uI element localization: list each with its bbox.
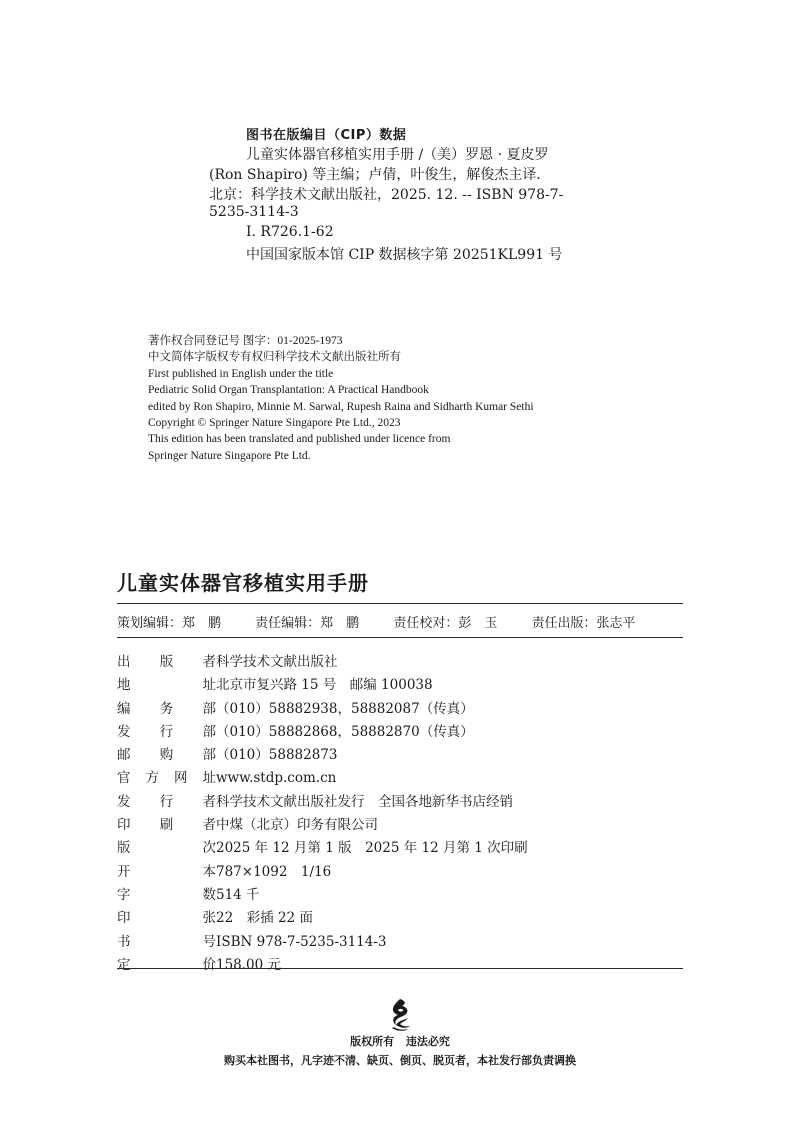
detail-row (117, 744, 528, 767)
detail-label-char: 印 (117, 817, 131, 834)
detail-label-char: 邮 (117, 747, 131, 764)
rights-reserved (0, 1033, 800, 1049)
detail-row (117, 861, 528, 884)
detail-label-char: 官 (117, 770, 131, 787)
detail-label (117, 721, 216, 744)
detail-label-char: 发 (117, 793, 131, 810)
detail-label (117, 698, 216, 721)
detail-label-char: 者 (202, 817, 216, 834)
publisher-logo-icon (386, 998, 414, 1032)
detail-label-char: 部 (202, 700, 216, 717)
detail-value: 514 千 (216, 886, 260, 903)
detail-label-char: 数 (202, 886, 216, 903)
editors-divider (117, 637, 683, 638)
detail-row (117, 954, 528, 977)
detail-value: 787×1092 1/16 (216, 863, 332, 880)
detail-row (117, 651, 528, 674)
cip-title: 图书在版编目（CIP）数据 (246, 128, 407, 143)
editors-row (117, 612, 635, 631)
copyright-line: First published in English under the title (148, 367, 334, 380)
detail-label-char: 印 (117, 910, 131, 927)
infringement-text: 违法必究 (405, 1035, 450, 1048)
book-title: 儿童实体器官移植实用手册 (117, 571, 369, 595)
detail-row (117, 721, 528, 744)
detail-label-char: 张 (202, 910, 216, 927)
detail-label-char: 定 (117, 956, 131, 973)
detail-label (117, 651, 216, 674)
planning-editor: 策划编辑：郑 鹏 (117, 616, 222, 631)
copyright-line: 著作权合同登记号 图字：01-2025-1973 (148, 335, 343, 347)
cip-line: 中国国家版本馆 CIP 数据核字第 20251KL991 号 (246, 247, 563, 263)
detail-label-char: 次 (202, 840, 216, 857)
replacement-notice: 购买本社图书，凡字迹不清、缺页、倒页、脱页者，本社发行部负责调换 (224, 1054, 576, 1067)
title-divider (117, 603, 683, 604)
copyright-line: Pediatric Solid Organ Transplantation: A Practical Handbook (148, 384, 429, 397)
detail-label (117, 907, 216, 930)
copyright-line: This edition has been translated and published under licence from (148, 433, 451, 446)
detail-value: （010）58882938，58882087（传真） (216, 700, 474, 717)
detail-label-char: 本 (202, 863, 216, 880)
detail-value: （010）58882873 (216, 747, 338, 764)
rights-text: 版权所有 (350, 1035, 395, 1048)
detail-label-char: 务 (159, 700, 174, 717)
detail-row (117, 791, 528, 814)
detail-value: www.stdp.com.cn (216, 770, 337, 787)
detail-label-char: 行 (159, 723, 174, 740)
detail-value: （010）58882868，58882870（传真） (216, 723, 474, 740)
cip-line: 儿童实体器官移植实用手册 /（美）罗恩 · 夏皮罗 (246, 147, 549, 163)
detail-label-char: 地 (117, 677, 131, 694)
detail-label (117, 861, 216, 884)
detail-row (117, 837, 528, 860)
detail-label-char: 书 (117, 933, 131, 950)
detail-row (117, 698, 528, 721)
detail-label-char: 版 (117, 840, 131, 857)
publication-details (117, 651, 528, 977)
detail-label (117, 931, 216, 954)
detail-label (117, 837, 216, 860)
copyright-notice (148, 333, 534, 464)
detail-label-char: 网 (174, 770, 188, 787)
detail-label (117, 884, 216, 907)
copyright-line: Springer Nature Singapore Pte Ltd. (148, 449, 311, 462)
detail-value: 22 彩插 22 面 (216, 910, 313, 927)
publishing-manager: 责任出版：张志平 (531, 616, 636, 631)
detail-value: ISBN 978-7-5235-3114-3 (216, 933, 387, 950)
detail-label (117, 791, 216, 814)
detail-label-char: 方 (145, 770, 159, 787)
detail-label (117, 954, 216, 977)
copyright-line: Copyright © Springer Nature Singapore Pte Ltd., 2023 (148, 417, 401, 430)
detail-label-char: 开 (117, 863, 131, 880)
details-divider (117, 968, 683, 969)
detail-row (117, 674, 528, 697)
detail-row (117, 931, 528, 954)
detail-row (117, 907, 528, 930)
detail-value: 科学技术文献出版社 (216, 654, 338, 670)
detail-label (117, 744, 216, 767)
detail-label-char: 字 (117, 886, 131, 903)
detail-value: 科学技术文献出版社发行 全国各地新华书店经销 (216, 793, 513, 810)
detail-row (117, 767, 528, 790)
proofreader: 责任校对：彭 玉 (393, 616, 498, 631)
detail-label-char: 址 (202, 770, 216, 787)
detail-value: 中煤（北京）印务有限公司 (216, 817, 378, 834)
detail-label-char: 编 (117, 700, 131, 717)
detail-label-char: 行 (159, 793, 174, 810)
detail-label-char: 号 (202, 933, 216, 950)
detail-label-char: 部 (202, 747, 216, 764)
detail-label (117, 674, 216, 697)
detail-value: 北京市复兴路 15 号 邮编 100038 (216, 677, 433, 694)
detail-label-char: 部 (202, 723, 216, 740)
cip-line: 北京：科学技术文献出版社，2025. 12. -- ISBN 978-7- (209, 187, 564, 203)
detail-label-char: 者 (202, 654, 216, 670)
detail-label (117, 814, 216, 837)
detail-value: 158.00 元 (216, 956, 282, 973)
copyright-line: 中文简体字版权专有权归科学技术文献出版社所有 (148, 351, 401, 364)
detail-label (117, 767, 216, 790)
detail-label-char: 出 (117, 654, 131, 670)
detail-label-char: 址 (202, 677, 216, 694)
detail-label-char: 购 (159, 747, 174, 764)
cip-line: 5235-3114-3 (209, 204, 299, 220)
cip-line: (Ron Shapiro) 等主编；卢倩，叶俊生，解俊杰主译. (209, 167, 541, 183)
responsible-editor: 责任编辑：郑 鹏 (255, 616, 360, 631)
detail-label-char: 价 (202, 956, 216, 973)
detail-row (117, 814, 528, 837)
copyright-line: edited by Ron Shapiro, Minnie M. Sarwal, Rupesh Raina and Sidharth Kumar Sethi (148, 400, 534, 413)
detail-label-char: 发 (117, 723, 131, 740)
cip-line: Ⅰ. R726.1-62 (246, 224, 334, 240)
detail-label-char: 者 (202, 793, 216, 810)
detail-value: 2025 年 12 月第 1 版 2025 年 12 月第 1 次印刷 (216, 840, 528, 857)
detail-label-char: 刷 (159, 817, 174, 834)
detail-row (117, 884, 528, 907)
detail-label-char: 版 (159, 654, 174, 670)
